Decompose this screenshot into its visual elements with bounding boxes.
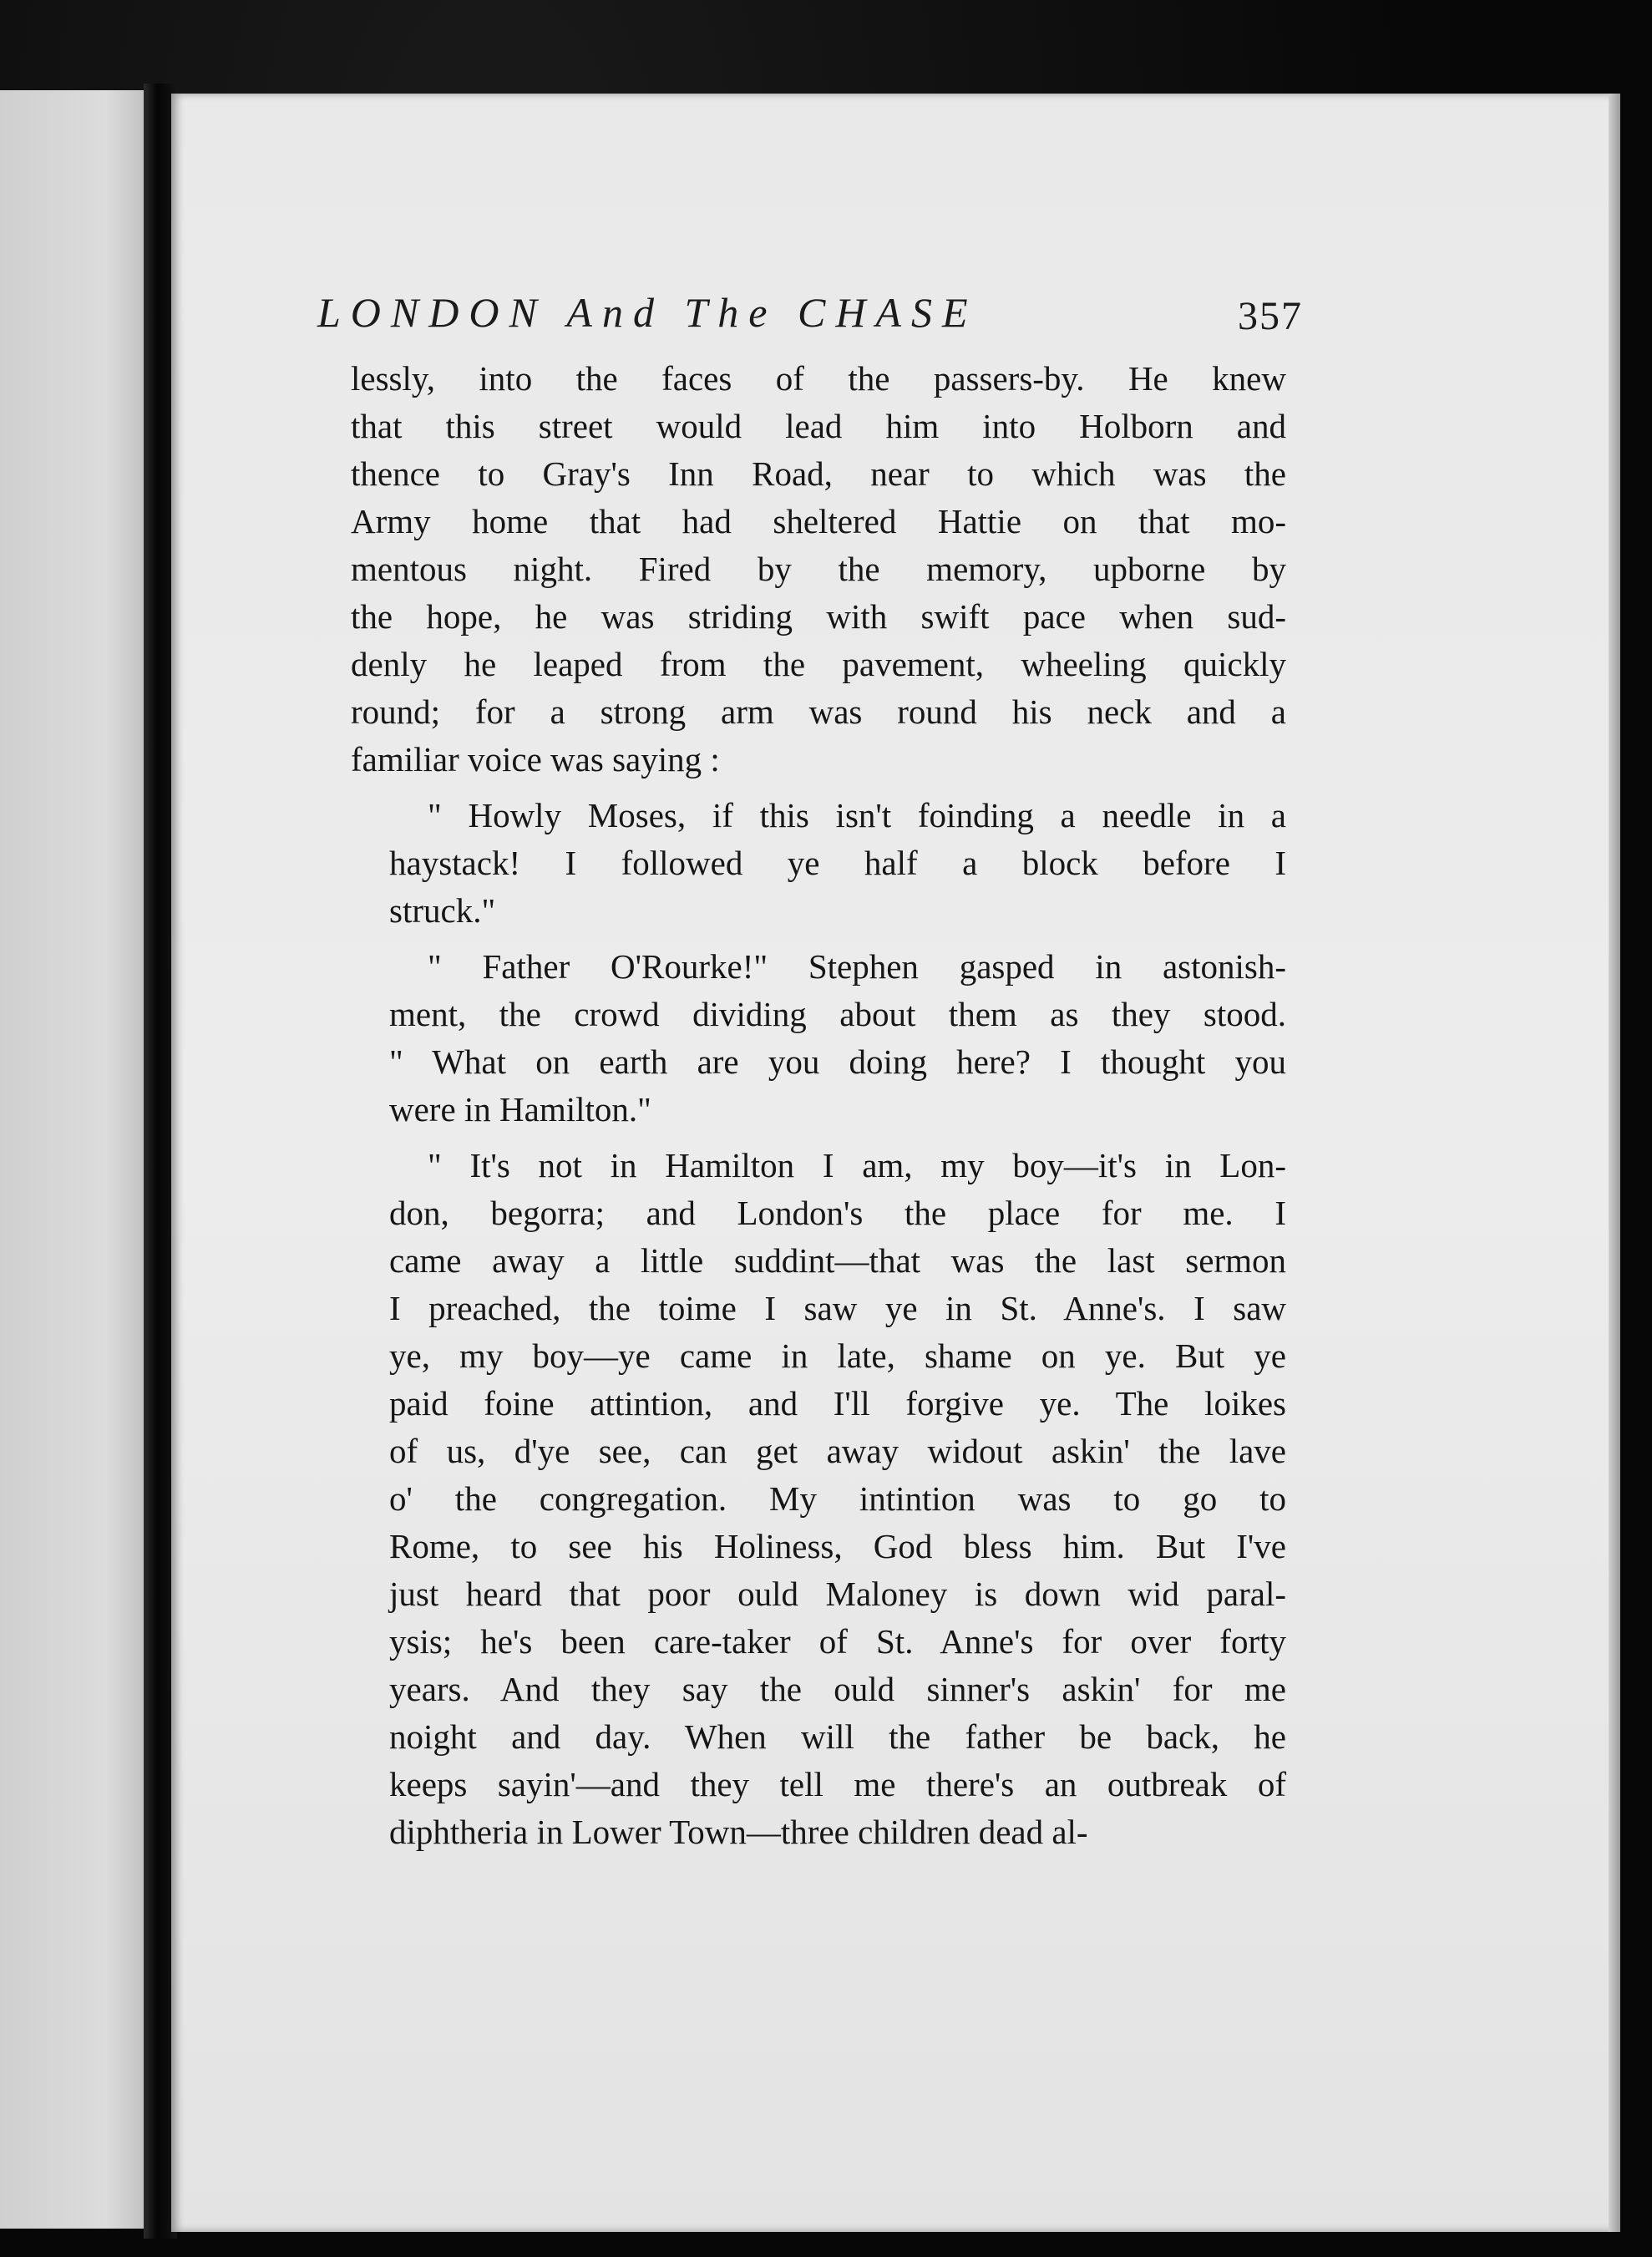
- facing-page-edge: [0, 90, 152, 2229]
- text-line: o' the congregation. My intintion was to go to: [389, 1479, 1286, 1518]
- text-line: Rome, to see his Holiness, God bless him. But I've: [389, 1527, 1286, 1565]
- text-line: just heard that poor ould Maloney is down wid paral-: [389, 1575, 1286, 1613]
- paragraph: [351, 355, 1286, 784]
- text-line: years. And they say the ould sinner's askin' for me: [389, 1670, 1286, 1708]
- text-line: " What on earth are you doing here? I thought you: [389, 1042, 1286, 1081]
- text-line: the hope, he was striding with swift pace when sud-: [351, 597, 1286, 636]
- text-line: paid foine attintion, and I'll forgive ye. The loikes: [389, 1384, 1286, 1423]
- paragraph: [351, 1142, 1286, 1856]
- text-line: ye, my boy—ye came in late, shame on ye. But ye: [389, 1336, 1286, 1375]
- running-head: [317, 288, 1303, 347]
- text-line: thence to Gray's Inn Road, near to which was the: [351, 454, 1286, 493]
- text-line: denly he leaped from the pavement, wheeling quickly: [351, 645, 1286, 683]
- text-line: keeps sayin'—and they tell me there's an outbreak of: [389, 1765, 1286, 1803]
- text-line: that this street would lead him into Holborn and: [351, 407, 1286, 445]
- text-line: of us, d'ye see, can get away widout askin' the lave: [389, 1432, 1286, 1470]
- text-line: Army home that had sheltered Hattie on that mo-: [351, 502, 1286, 540]
- text-line: came away a little suddint—that was the last sermon: [389, 1241, 1286, 1280]
- text-line: noight and day. When will the father be back, he: [389, 1717, 1286, 1756]
- text-line: " Father O'Rourke!" Stephen gasped in astonish-: [428, 947, 1286, 986]
- text-line: ysis; he's been care-taker of St. Anne's for over forty: [389, 1622, 1286, 1661]
- text-line: don, begorra; and London's the place for me. I: [389, 1194, 1286, 1232]
- text-line: I preached, the toime I saw ye in St. Anne's. I saw: [389, 1289, 1286, 1327]
- page-right-edge: [1609, 94, 1620, 2232]
- text-line: struck.": [389, 891, 496, 930]
- text-line: haystack! I followed ye half a block before I: [389, 844, 1286, 882]
- paragraph: [351, 943, 1286, 1134]
- text-line: mentous night. Fired by the memory, upborne by: [351, 550, 1286, 588]
- paragraph: [351, 792, 1286, 935]
- text-line: diphtheria in Lower Town—three children dead al-: [389, 1813, 1088, 1851]
- text-line: " It's not in Hamilton I am, my boy—it's in Lon-: [428, 1146, 1286, 1184]
- text-line: round; for a strong arm was round his neck and a: [351, 692, 1286, 731]
- text-line: familiar voice was saying :: [351, 740, 720, 779]
- running-title: LONDON And The CHASE: [317, 289, 978, 336]
- text-line: were in Hamilton.": [389, 1090, 651, 1128]
- text-line: " Howly Moses, if this isn't foinding a needle in a: [428, 796, 1286, 834]
- body-text: [351, 355, 1286, 1856]
- page-number: 357: [1238, 294, 1303, 338]
- text-line: ment, the crowd dividing about them as they stood.: [389, 995, 1286, 1033]
- text-line: lessly, into the faces of the passers-by. He knew: [351, 359, 1286, 398]
